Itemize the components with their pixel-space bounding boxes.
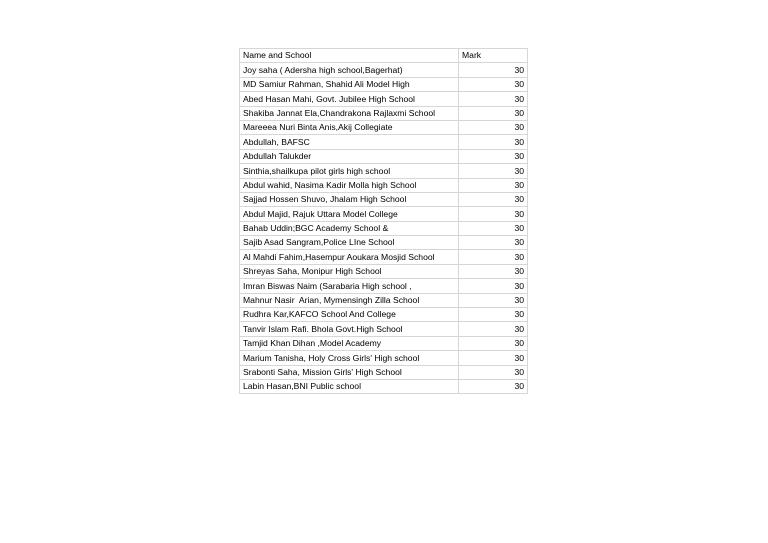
cell-mark: 30 [459, 379, 528, 393]
cell-name-school: Al Mahdi Fahim,Hasempur Aoukara Mosjid School [240, 250, 459, 264]
cell-mark: 30 [459, 250, 528, 264]
header-name-school: Name and School [240, 49, 459, 63]
cell-name-school: Mareeea Nuri Binta Anis,Akij Collegiate [240, 120, 459, 134]
table-row [240, 379, 528, 393]
cell-mark: 30 [459, 77, 528, 91]
cell-mark: 30 [459, 106, 528, 120]
cell-mark: 30 [459, 308, 528, 322]
cell-name-school: Mahnur Nasir Arian, Mymensingh Zilla School [240, 293, 459, 307]
cell-mark: 30 [459, 120, 528, 134]
cell-mark: 30 [459, 178, 528, 192]
cell-mark: 30 [459, 336, 528, 350]
cell-mark: 30 [459, 192, 528, 206]
table-row [240, 308, 528, 322]
cell-name-school: Tanvir Islam Rafi. Bhola Govt.High School [240, 322, 459, 336]
cell-name-school: Imran Biswas Naim (Sarabaria High school , [240, 279, 459, 293]
table-row [240, 336, 528, 350]
cell-name-school: Rudhra Kar,KAFCO School And College [240, 308, 459, 322]
table-row [240, 192, 528, 206]
cell-name-school: Abdul wahid, Nasima Kadir Molla high School [240, 178, 459, 192]
table-row [240, 135, 528, 149]
cell-name-school: Marium Tanisha, Holy Cross Girls' High school [240, 351, 459, 365]
table-row [240, 63, 528, 77]
table-row [240, 264, 528, 278]
cell-name-school: Sajjad Hossen Shuvo, Jhalam High School [240, 192, 459, 206]
cell-mark: 30 [459, 149, 528, 163]
cell-mark: 30 [459, 279, 528, 293]
table-row [240, 77, 528, 91]
table-row [240, 351, 528, 365]
cell-mark: 30 [459, 365, 528, 379]
cell-mark: 30 [459, 322, 528, 336]
cell-name-school: Sinthia,shailkupa pilot girls high school [240, 164, 459, 178]
cell-name-school: Tamjid Khan Dihan ,Model Academy [240, 336, 459, 350]
table-row [240, 120, 528, 134]
cell-name-school: Bahab Uddin;BGC Academy School & [240, 221, 459, 235]
cell-name-school: MD Samiur Rahman, Shahid Ali Model High [240, 77, 459, 91]
cell-mark: 30 [459, 207, 528, 221]
cell-name-school: Abed Hasan Mahi, Govt. Jubilee High School [240, 92, 459, 106]
cell-mark: 30 [459, 135, 528, 149]
table-row [240, 221, 528, 235]
cell-mark: 30 [459, 221, 528, 235]
table-header-row [240, 49, 528, 63]
table-row [240, 207, 528, 221]
table-row [240, 149, 528, 163]
cell-mark: 30 [459, 63, 528, 77]
cell-mark: 30 [459, 236, 528, 250]
table-row [240, 365, 528, 379]
cell-mark: 30 [459, 293, 528, 307]
table-row [240, 106, 528, 120]
cell-name-school: Srabonti Saha, Mission Girls' High School [240, 365, 459, 379]
cell-name-school: Shakiba Jannat Ela,Chandrakona Rajlaxmi School [240, 106, 459, 120]
cell-mark: 30 [459, 164, 528, 178]
table-row [240, 250, 528, 264]
table-row [240, 92, 528, 106]
header-mark: Mark [459, 49, 528, 63]
cell-name-school: Abdullah Talukder [240, 149, 459, 163]
cell-name-school: Labin Hasan,BNI Public school [240, 379, 459, 393]
cell-mark: 30 [459, 351, 528, 365]
table-row [240, 236, 528, 250]
table-row [240, 322, 528, 336]
cell-mark: 30 [459, 264, 528, 278]
table-row [240, 293, 528, 307]
table-row [240, 279, 528, 293]
cell-name-school: Shreyas Saha, Monipur High School [240, 264, 459, 278]
table-row [240, 178, 528, 192]
cell-name-school: Abdul Majid, Rajuk Uttara Model College [240, 207, 459, 221]
table-body [240, 49, 528, 394]
cell-name-school: Abdullah, BAFSC [240, 135, 459, 149]
cell-name-school: Sajib Asad Sangram,Police LIne School [240, 236, 459, 250]
table-row [240, 164, 528, 178]
cell-mark: 30 [459, 92, 528, 106]
cell-name-school: Joy saha ( Adersha high school,Bagerhat) [240, 63, 459, 77]
results-table [239, 48, 528, 394]
